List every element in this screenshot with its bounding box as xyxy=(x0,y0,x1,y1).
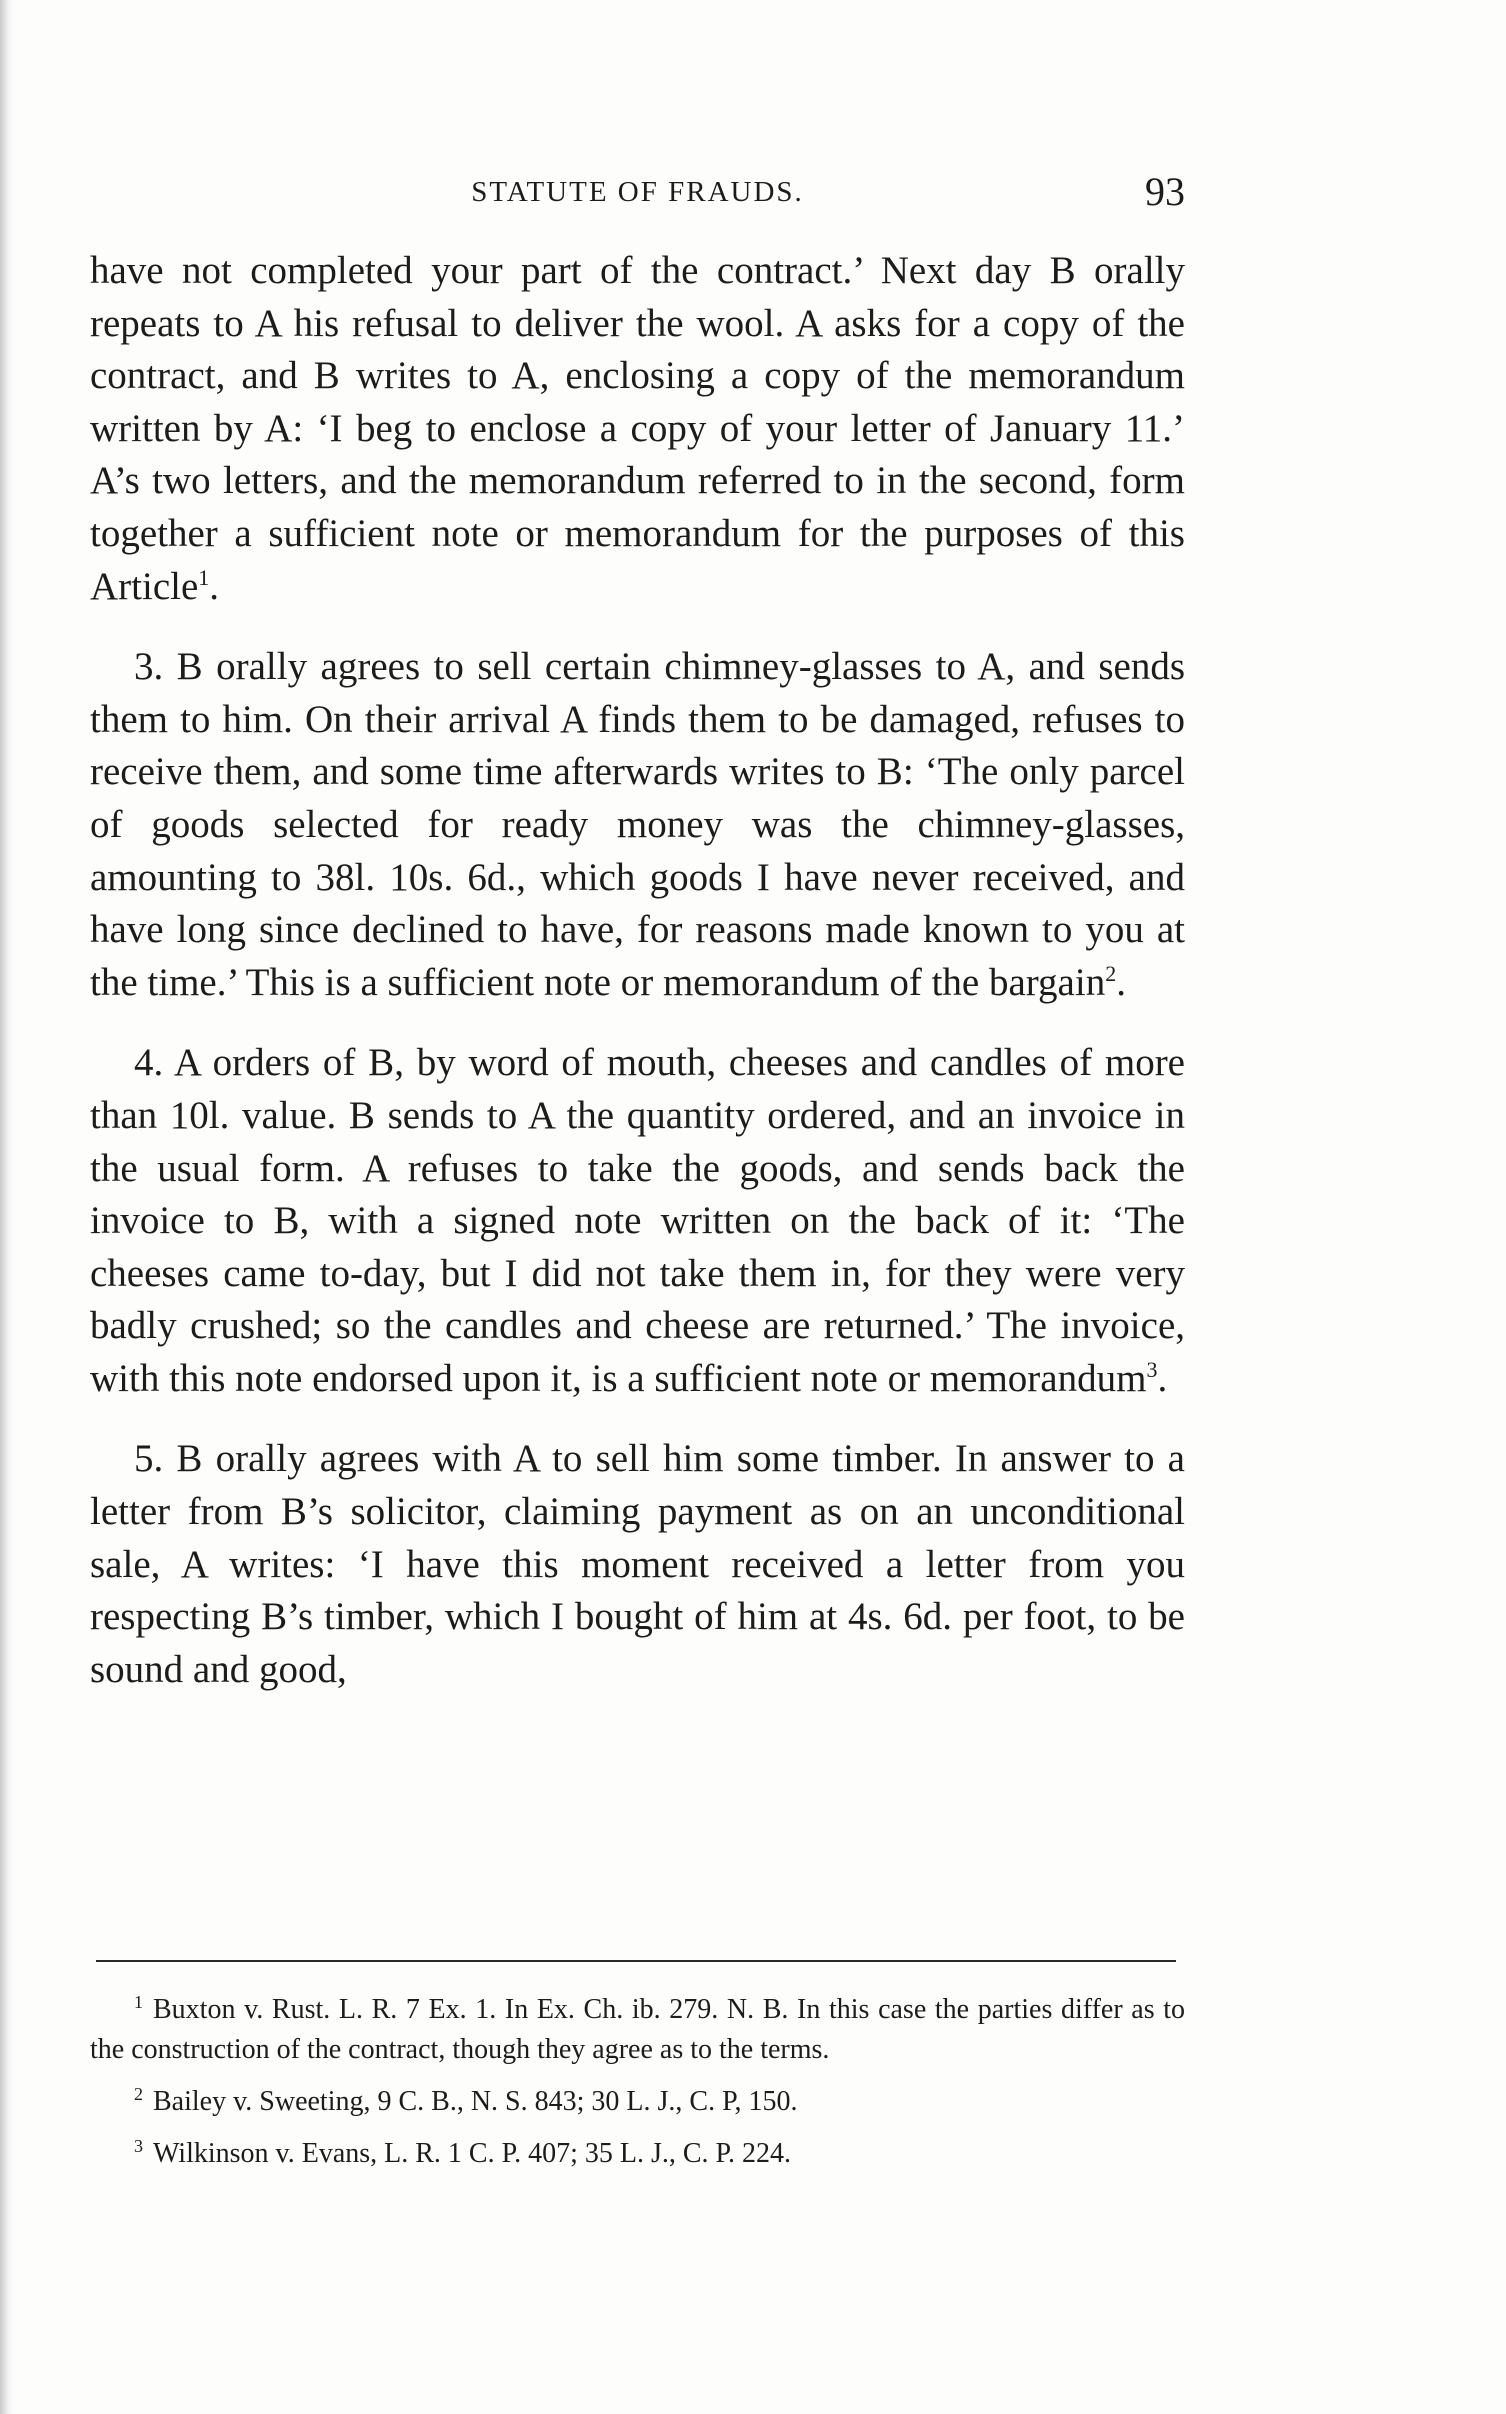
paragraph-text: have not completed your part of the contract.’ Next day B orally repeats to A his refusal to deliver the wool. A asks for a copy of the contract, and B writes to A, enclosing a copy of the memorandum written by A: ‘I beg to enclose a copy of your letter of January 11.’ A’s two letters, and the memorandum referred to in the second, form together a sufficient note or memorandum for the purposes of this Article xyxy=(90,249,1185,608)
footnote-1 xyxy=(90,1990,1185,2070)
paragraph-text: 3. B orally agrees to sell certain chimney-glasses to A, and sends them to him. On their arrival A finds them to be damaged, refuses to receive them, and some time afterwards writes to B: ‘The only parcel of goods selected for ready money was the chimney-glasses, amounting to 38l. 10s. 6d., which goods I have never received, and have long since declined to have, for reasons made known to you at the time.’ This is a sufficient note or memorandum of the bargain xyxy=(90,645,1185,1004)
footnote-text: Bailey v. Sweeting, 9 C. B., N. S. 843; 30 L. J., C. P, 150. xyxy=(153,2086,798,2117)
footnote-text: Wilkinson v. Evans, L. R. 1 C. P. 407; 35 L. J., C. P. 224. xyxy=(153,2138,791,2169)
page-header xyxy=(90,168,1185,218)
paragraph-continued: have not completed your part of the contract.’ Next day B orally repeats to A his refusal to deliver the wool. A asks for a copy of the contract, and B writes to A, enclosing a copy of the memorandum written by A: ‘I beg to enclose a copy of your letter of January 11.’ A’s two letters, and the memorandum referred to in the second, form together a sufficient note or memorandum for the purposes of this Article$^1$. xyxy=(90,249,1185,608)
footnote-3 xyxy=(90,2134,1185,2174)
footnotes xyxy=(90,1990,1185,2186)
footnote-mark: 1 xyxy=(134,1991,143,2012)
page-number: 93 xyxy=(1145,169,1185,214)
footnote-2 xyxy=(90,2082,1185,2122)
footnote-ref: 1 xyxy=(198,564,210,590)
paragraph-illustration-5 xyxy=(90,1433,1185,1696)
paragraph-text: 4. A orders of B, by word of mouth, cheeses and candles of more than 10l. value. B sends to A the quantity ordered, and an invoice in the usual form. A refuses to take the goods, and sends back the invoice to B, with a signed note written on the back of it: ‘The cheeses came to-day, but I did not take them in, for they were very badly crushed; so the candles and cheese are returned.’ The invoice, with this note endorsed upon it, is a sufficient note or memorandum xyxy=(90,1041,1185,1400)
running-title: STATUTE OF FRAUDS. xyxy=(471,176,804,208)
page-edge-shadow xyxy=(0,0,14,2414)
footnote-ref: 2 xyxy=(1105,960,1117,986)
footnote-rule xyxy=(96,1960,1176,1962)
paragraph-illustration-3: 3. B orally agrees to sell certain chimney-glasses to A, and sends them to him. On their arrival A finds them to be damaged, refuses to receive them, and some time afterwards writes to B: ‘The only parcel of goods selected for ready money was the chimney-glasses, amounting to 38l. 10s. 6d., which goods I have never received, and have long since declined to have, for reasons made known to you at the time.’ This is a sufficient note or memorandum of the bargain$^2$. xyxy=(90,645,1185,1004)
paragraph-illustration-4: 4. A orders of B, by word of mouth, cheeses and candles of more than 10l. value. B sends to A the quantity ordered, and an invoice in the usual form. A refuses to take the goods, and sends back the invoice to B, with a signed note written on the back of it: ‘The cheeses came to-day, but I did not take them in, for they were very badly crushed; so the candles and cheese are returned.’ The invoice, with this note endorsed upon it, is a sufficient note or memorandum$^3$. xyxy=(90,1041,1185,1400)
body-text xyxy=(90,245,1185,1724)
footnote-mark: 2 xyxy=(134,2083,143,2104)
footnote-ref: 3 xyxy=(1146,1356,1158,1382)
footnote-mark: 3 xyxy=(134,2135,143,2156)
paragraph-text: 5. B orally agrees with A to sell him some timber. In answer to a letter from B’s solicitor, claiming payment as on an unconditional sale, A writes: ‘I have this moment received a letter from you respecting B’s timber, which I bought of him at 4s. 6d. per foot, to be sound and good, xyxy=(90,1437,1185,1691)
footnote-text: Buxton v. Rust. L. R. 7 Ex. 1. In Ex. Ch. ib. 279. N. B. In this case the parties differ as to the construction of the contract, though they agree as to the terms. xyxy=(90,1994,1185,2065)
